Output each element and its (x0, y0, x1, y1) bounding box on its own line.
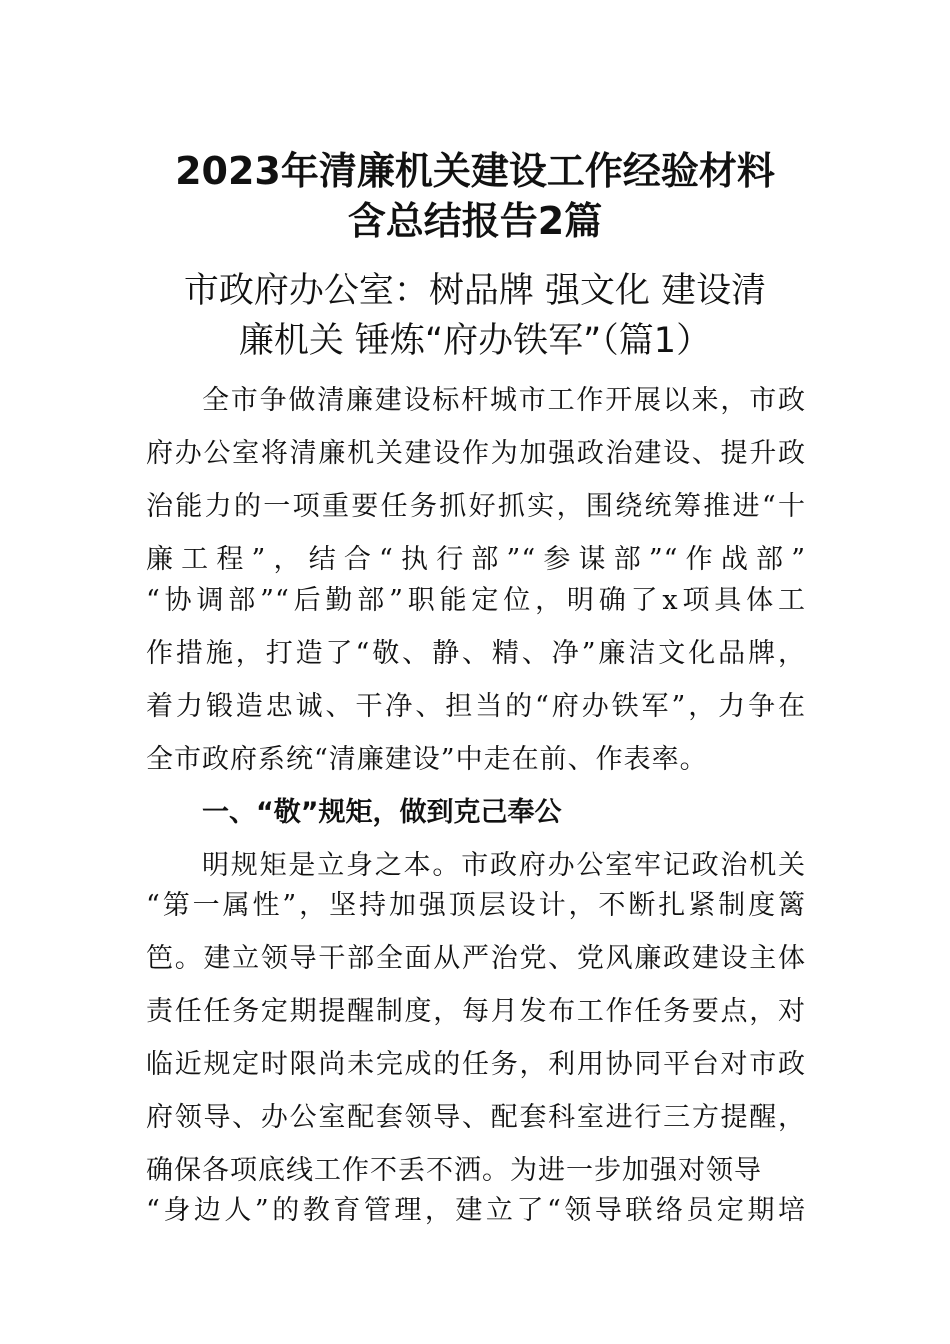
paragraph-line: 廉工程”，结合“执行部”“参谋部”“作战部” (146, 544, 806, 575)
paragraph-line: 全市争做清廉建设标杆城市工作开展以来，市政 (202, 385, 806, 416)
section-heading-1: 一、“敬”规矩，做到克己奉公 (202, 797, 562, 828)
article-title-line-2: 廉机关 锤炼“府办铁军”（篇1） (238, 321, 712, 361)
paragraph-line: 作措施，打造了“敬、静、精、净”廉洁文化品牌， (146, 638, 806, 669)
paragraph-line: 府办公室将清廉机关建设作为加强政治建设、提升政 (146, 438, 806, 469)
document-title-line-1: 2023年清廉机关建设工作经验材料 (175, 149, 775, 193)
paragraph-line: 治能力的一项重要任务抓好抓实，围绕统筹推进“十 (146, 491, 806, 522)
paragraph-line: “第一属性”，坚持加强顶层设计，不断扎紧制度篱 (146, 890, 806, 921)
paragraph-line: 笆。建立领导干部全面从严治党、党风廉政建设主体 (146, 943, 806, 974)
document-title-line-2: 含总结报告2篇 (347, 199, 603, 243)
article-title-line-1: 市政府办公室：树品牌 强文化 建设清 (183, 271, 767, 311)
paragraph-line: 府领导、办公室配套领导、配套科室进行三方提醒， (146, 1102, 806, 1133)
paragraph-line: 全市政府系统“清廉建设”中走在前、作表率。 (146, 744, 708, 775)
paragraph-line: 明规矩是立身之本。市政府办公室牢记政治机关 (202, 850, 806, 881)
paragraph-line: “协调部”“后勤部”职能定位，明确了x项具体工 (146, 585, 806, 616)
paragraph-line: 临近规定时限尚未完成的任务，利用协同平台对市政 (146, 1049, 806, 1080)
paragraph-line: “身边人”的教育管理，建立了“领导联络员定期培 (146, 1195, 806, 1226)
paragraph-line: 责任任务定期提醒制度，每月发布工作任务要点，对 (146, 996, 806, 1027)
paragraph-line: 确保各项底线工作不丢不洒。为进一步加强对领导 (146, 1155, 762, 1186)
paragraph-line: 着力锻造忠诚、干净、担当的“府办铁军”，力争在 (146, 691, 806, 722)
